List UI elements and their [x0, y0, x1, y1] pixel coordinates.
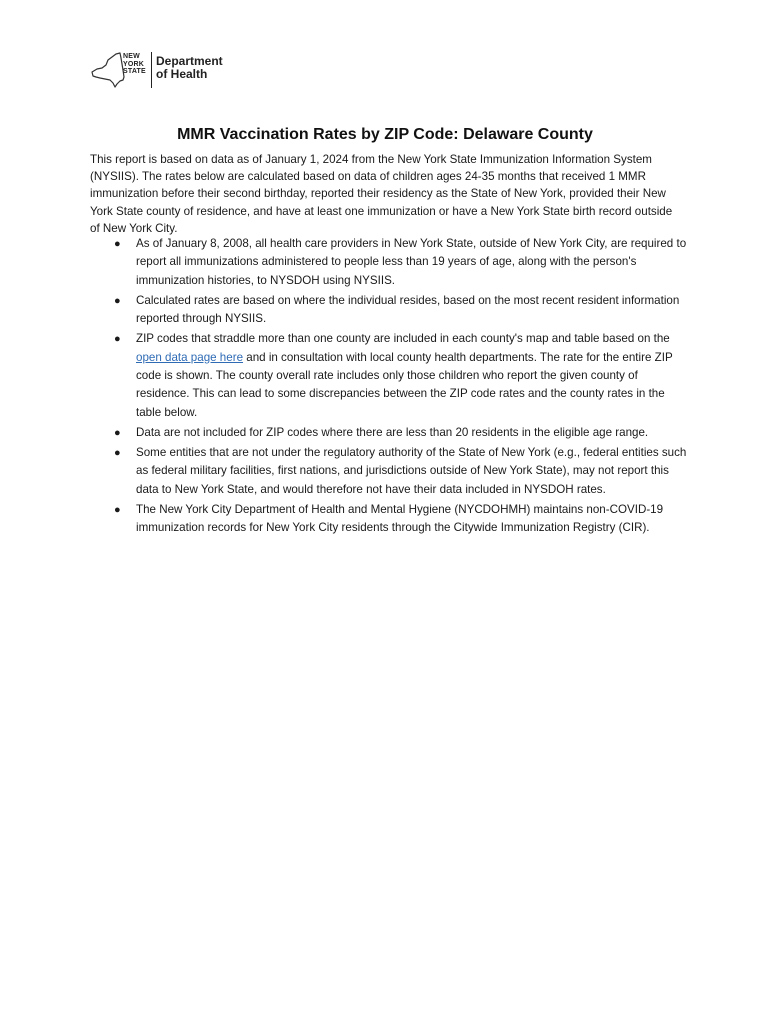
logo-divider: [151, 52, 152, 88]
list-item: [90, 330, 690, 422]
bullet-icon: ●: [114, 294, 121, 307]
bullet-icon: ●: [114, 238, 121, 250]
list-item-text-before-link: ZIP codes that straddle more than one county are included in each county's map and table based on the: [136, 332, 670, 346]
list-item: [90, 444, 690, 499]
bullet-icon: ●: [114, 446, 121, 459]
notes-list: [90, 235, 690, 539]
list-item-text: Some entities that are not under the regulatory authority of the State of New York (e.g., federal entities such as federal military facilities, first nations, and jurisdictions outside of New York State), may not report this data to New York State, and would therefore not have their data included in NYSDOH rates.: [136, 445, 687, 496]
list-item-text-after-link: and in consultation with local county health departments. The rate for the entire ZIP code is shown. The county overall rate includes only those children who report the given county of residence. This can lead to some discrepancies between the ZIP code rates and the county rates in the table below.: [136, 350, 673, 419]
list-item-text: The New York City Department of Health and Mental Hygiene (NYCDOHMH) maintains non-COVID-19 immunization records for New York City residents through the Citywide Immunization Registry (CIR).: [136, 502, 664, 535]
intro-paragraph: This report is based on data as of January 1, 2024 from the New York State Immunization Information System (NYSIIS). The rates below are calculated based on data of children ages 24-35 months that received 1 MMR immunization before their second birthday, reported their residency as the State of New York, provided their New York State county of residence, and have at least one immunization or have a New York State birth record outside of New York City.: [90, 153, 673, 235]
new-york-state-map-icon: [90, 50, 126, 90]
list-item: [90, 235, 690, 290]
bullet-icon: ●: [114, 333, 121, 346]
list-item: [90, 424, 690, 442]
department-of-health-wordmark: Department of Health: [156, 54, 223, 81]
list-item-text: Data are not included for ZIP codes where there are less than 20 residents in the eligible age range.: [136, 425, 649, 439]
open-data-page-link[interactable]: open data page here: [136, 350, 244, 364]
list-item-text: As of January 8, 2008, all health care providers in New York State, outside of New York City, are required to report all immunizations administered to people less than 19 years of age, along with the person's immunization histories, to NYSDOH using NYSIIS.: [136, 237, 687, 287]
list-item: [90, 501, 690, 538]
list-item: [90, 292, 690, 329]
nys-doh-logo: [90, 50, 240, 92]
bullet-icon: ●: [114, 503, 121, 516]
bullet-icon: ●: [114, 426, 121, 439]
new-york-state-wordmark: NEW YORK STATE: [123, 53, 146, 75]
page-title: MMR Vaccination Rates by ZIP Code: Delaware County: [177, 126, 593, 143]
list-item-text: Calculated rates are based on where the individual resides, based on the most recent resident information reported through NYSIIS.: [136, 293, 680, 326]
